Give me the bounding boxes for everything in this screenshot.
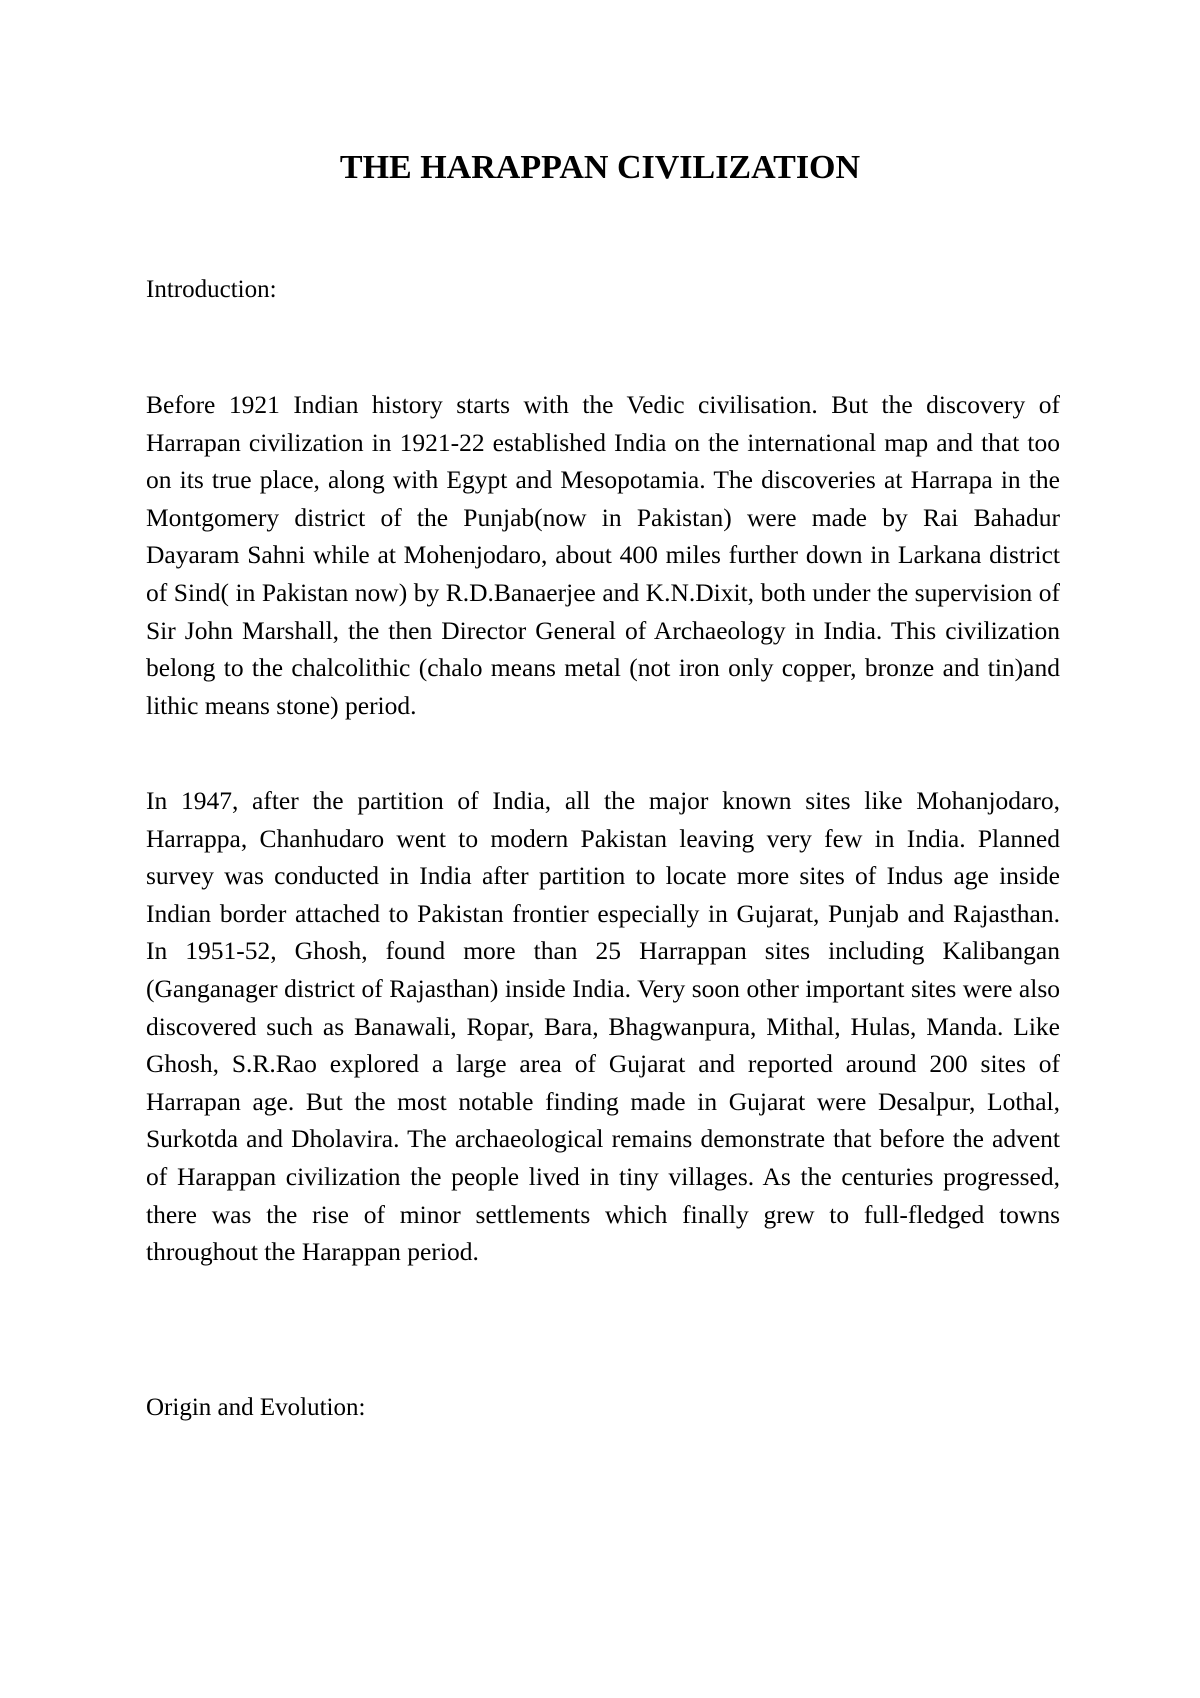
introduction-paragraph-2: In 1947, after the partition of India, all the major known sites like Mohanjodaro, Harrappa, Chanhudaro went to modern Pakistan leaving very few in India. Planned survey was conducted in India after partition to locate more sites of Indus age inside Indian border attached to Pakistan frontier especially in Gujarat, Punjab and Rajasthan. In 1951-52, Ghosh, found more than 25 Harrappan sites including Kalibangan (Ganganager district of Rajasthan) inside India. Very soon other important sites were also discovered such as Banawali, Ropar, Bara, Bhagwanpura, Mithal, Hulas, Manda. Like Ghosh, S.R.Rao explored a large area of Gujarat and reported around 200 sites of Harrapan age. But the most notable finding made in Gujarat were Desalpur, Lothal, Surkotda and Dholavira. The archaeological remains demonstrate that before the advent of Harappan civilization the people lived in tiny villages. As the centuries progressed, there was the rise of minor settlements which finally grew to full-fledged towns throughout the Harappan period.	[146, 786, 1060, 1267]
document-title: THE HARAPPAN CIVILIZATION	[339, 149, 861, 186]
section-heading-origin-and-evolution: Origin and Evolution:	[146, 1394, 366, 1421]
section-heading-introduction: Introduction:	[146, 276, 277, 303]
introduction-paragraph-1: Before 1921 Indian history starts with the Vedic civilisation. But the discovery of Harrapan civilization in 1921-22 established India on the international map and that too on its true place, along with Egypt and Mesopotamia. The discoveries at Harrapa in the Montgomery district of the Punjab(now in Pakistan) were made by Rai Bahadur Dayaram Sahni while at Mohenjodaro, about 400 miles further down in Larkana district of Sind( in Pakistan now) by R.D.Banaerjee and K.N.Dixit, both under the supervision of Sir John Marshall, the then Director General of Archaeology in India. This civilization belong to the chalcolithic (chalo means metal (not iron only copper, bronze and tin)and lithic means stone) period.	[146, 390, 1060, 720]
